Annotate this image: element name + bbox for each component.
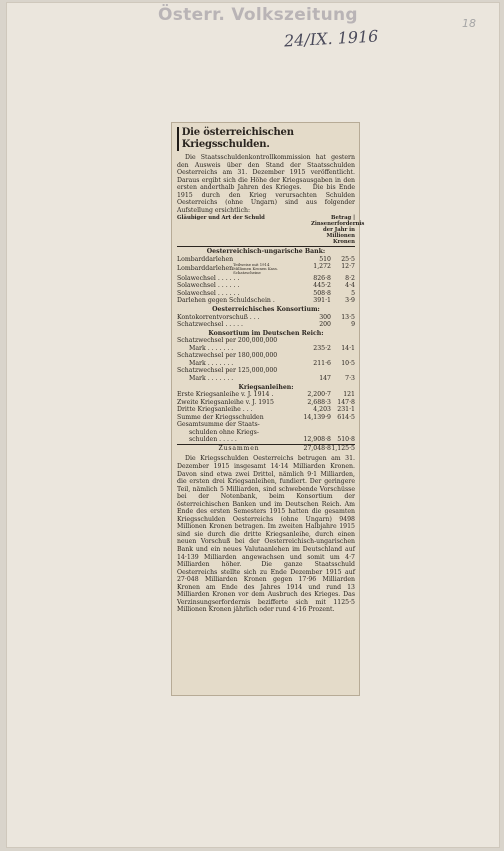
debt-table (172, 248, 359, 444)
row-label-text: Solawechsel . . . . . . (177, 289, 240, 297)
closing-sentence: Am Ende des ersten Semesters 1915 hatten die gesamten Kriegsschulden Oesterreichs (ohne Ungarn) 9498 Millionen Kronen betragen. (177, 500, 355, 531)
table-header-right: Betrag | Zinsenerfordernis der Jahr in Millionen Kronen (311, 215, 365, 245)
row-amount: 235·2 (313, 344, 331, 352)
row-label (177, 321, 301, 329)
row-label-text: Kontokorrentvorschuß . . . (177, 313, 260, 321)
intro-line: Staatsschulden Oesterreichs am 31. Dezember 1915 veröffentlicht. Daraus ergibt (177, 161, 355, 184)
row-label-text: Lombarddarlehen (177, 265, 234, 273)
row-note: Teilweise mit 1914 Millionen Kronen Kass. Schatzscheine (233, 262, 279, 276)
table-row (177, 436, 355, 444)
newspaper-stamp: Österr. Volkszeitung (158, 5, 358, 25)
row-amount (301, 429, 331, 437)
total-amount: 27,048·8 (303, 444, 331, 452)
row-interest: 147·8 (337, 398, 355, 406)
table-row (177, 367, 355, 375)
row-label-text: Gesamtsumme der Staats- (177, 421, 260, 429)
row-amount (301, 421, 331, 429)
table-section-title: Kriegsanleihen: (238, 383, 294, 391)
row-label-text: Summe der Kriegsschulden (177, 413, 264, 421)
row-label (177, 414, 301, 422)
row-label-text: Schatzwechsel . . . . . (177, 321, 244, 329)
row-interest: 8·2 (345, 274, 355, 282)
table-row (177, 414, 355, 422)
row-label (177, 263, 301, 274)
intro-line: sind aus folgender Aufstellung ersichtlich: (177, 199, 355, 214)
intro-line: Die bis Ende 1915 durch den Krieg verursachten Schulden Oesterreichs (ohne Ungarn) (177, 184, 355, 207)
row-label-text: schulden ohne Kriegs- (189, 428, 259, 436)
table-section-title: Konsortium im Deutschen Reich: (208, 329, 324, 337)
archive-sheet (6, 2, 500, 848)
row-label-text: Zweite Kriegsanleihe v. J. 1915 (177, 398, 274, 406)
row-label-text: Erste Kriegsanleihe v. J. 1914 . (177, 391, 274, 399)
row-label-text: Mark . . . . . . . (189, 344, 234, 352)
row-label (177, 436, 301, 444)
row-interest: 3·9 (345, 297, 355, 305)
row-amount: 445·2 (313, 282, 331, 290)
closing-sentence: Im zweiten Halbjahre 1915 sind sie durch die dritte Kriegsanleihe, durch einen neuen Vorschuß bei der Oesterreichisch-ungarischen Bank und ein neues Valutaanlehen im Deutschland auf 14·139 Milliarden angewachsen und somit um 4·7 Milliarden höher. (177, 523, 355, 569)
row-label-text: Mark . . . . . . . (189, 374, 234, 382)
row-label-text: Darlehen gegen Schuldschein . (177, 297, 275, 305)
closing-paragraph (177, 455, 355, 613)
row-label (177, 399, 301, 407)
table-row (177, 352, 355, 360)
table-row (177, 337, 355, 345)
row-amount: 1,272 (313, 263, 331, 271)
row-interest: 10·5 (341, 359, 355, 367)
row-label-text: Schatzwechsel per 125,000,000 (177, 367, 278, 375)
table-row (177, 345, 355, 353)
row-label (177, 406, 301, 414)
headline-block (177, 127, 355, 151)
row-amount: 12,908·8 (303, 436, 331, 444)
row-interest: 121 (343, 391, 355, 399)
row-label-text: schulden . . . . . (189, 436, 237, 444)
row-label-text: Lombarddarlehen (177, 255, 234, 263)
row-amount: 300 (319, 313, 331, 321)
row-interest (331, 337, 355, 345)
row-interest: 14·1 (341, 344, 355, 352)
row-label (177, 297, 301, 305)
row-amount: 510 (319, 255, 331, 263)
table-section-title: Oesterreichisch-ungarische Bank: (206, 248, 326, 256)
row-amount: 147 (319, 374, 331, 382)
closing-sentence: Davon sind etwa zwei Drittel, nämlich 9·1 Milliarden, die ersten drei Kriegsanleihen, fundiert. (177, 470, 355, 486)
row-amount: 508·8 (313, 289, 331, 297)
table-header (177, 215, 365, 245)
closing-sentence: Die ganze Staatsschuld Oesterreichs stellte sich zu Ende Dezember 1915 auf 27·048 Milliarden Kronen gegen 17·96 Milliarden Kronen am Ende des Jahres 1914 und rund 13 Milliarden Kronen vor dem Ausbruch des Krieges. (177, 561, 355, 599)
table-row (177, 429, 355, 437)
total-row (177, 444, 355, 453)
intro-line: sich die Höhe der Kriegsausgaben in den ersten anderthalb Jahren des Krieges. (177, 176, 355, 192)
table-section-title: Oesterreichisches Konsortium: (212, 306, 320, 314)
row-label-text: Dritte Kriegsanleihe . . . (177, 406, 253, 414)
row-interest: 13·5 (341, 313, 355, 321)
row-amount: 2,200·7 (307, 391, 331, 399)
row-interest: 4·4 (345, 282, 355, 290)
row-interest: 12·7 (341, 263, 355, 271)
headline-bar (177, 127, 179, 151)
row-label (177, 375, 301, 383)
table-row (177, 391, 355, 399)
row-interest: 9 (351, 321, 355, 329)
row-interest: 231·1 (337, 406, 355, 414)
row-amount: 14,139·9 (303, 413, 331, 421)
row-label (177, 290, 301, 298)
row-label (177, 337, 301, 345)
pencil-page-number: 18 (462, 17, 476, 30)
row-label-text: Solawechsel . . . . . . (177, 282, 240, 290)
table-row (177, 406, 355, 414)
row-label (177, 429, 301, 437)
table-row (177, 321, 355, 329)
row-amount: 391·1 (313, 297, 331, 305)
row-label (177, 421, 301, 429)
row-label-text: Solawechsel . . . . . . (177, 274, 240, 282)
row-interest: 7·3 (345, 374, 355, 382)
row-interest (331, 352, 355, 360)
row-label (177, 391, 301, 399)
row-interest (331, 421, 355, 429)
table-row (177, 421, 355, 429)
row-label (177, 352, 301, 360)
intro-line: Die Staatsschuldenkontrollkommission hat gestern den Ausweis über den Stand der (177, 154, 355, 169)
row-amount: 200 (319, 321, 331, 329)
row-interest (331, 367, 355, 375)
table-row (177, 290, 355, 298)
row-interest: 25·5 (341, 255, 355, 263)
row-interest (331, 429, 355, 437)
row-label (177, 367, 301, 375)
row-interest: 5 (351, 289, 355, 297)
total-label: Zusammen (218, 444, 260, 452)
table-row (177, 360, 355, 368)
row-label-text: Schatzwechsel per 200,000,000 (177, 337, 278, 345)
row-amount (301, 352, 331, 360)
table-row (177, 297, 355, 305)
row-amount (301, 337, 331, 345)
table-row (177, 375, 355, 383)
table-row (177, 314, 355, 322)
row-amount: 211·6 (313, 359, 331, 367)
row-label (177, 314, 301, 322)
table-header-left: Gläubiger und Art der Schuld (177, 215, 265, 222)
row-label-text: Schatzwechsel per 180,000,000 (177, 352, 278, 360)
intro-paragraph (177, 154, 355, 214)
table-row (177, 263, 355, 274)
row-label (177, 345, 301, 353)
total-interest: 1,125·5 (331, 444, 355, 452)
closing-sentence: Das Verzinsungserfordernis bezifferte sich mit 1125·5 Millionen Kronen jährlich oder rund 4·16 Prozent. (177, 591, 355, 614)
row-interest: 614·5 (337, 413, 355, 421)
newspaper-clipping (172, 123, 365, 695)
row-amount: 2,688·3 (307, 398, 331, 406)
row-amount: 4,203 (313, 406, 331, 414)
row-label (177, 282, 301, 290)
row-amount (301, 367, 331, 375)
row-label-text: Mark . . . . . . . (189, 359, 234, 367)
row-label (177, 360, 301, 368)
row-interest: 510·8 (337, 436, 355, 444)
headline: Die österreichischen Kriegsschulden. (181, 127, 294, 150)
row-amount: 826·8 (313, 274, 331, 282)
table-rule (177, 246, 355, 247)
row-label (177, 275, 301, 283)
table-row (177, 275, 355, 283)
table-row (177, 282, 355, 290)
handwritten-date: 24/IX. 1916 (283, 26, 379, 51)
table-row (177, 399, 355, 407)
closing-sentence: Der geringere Teil, nämlich 5 Milliarden, sind schwebende Vorschüsse bei der Notenbank, beim Konsortium der österreichischen Banken und im Deutschen Reich. (177, 478, 355, 508)
closing-sentence: Die Kriegsschulden Oesterreichs betrugen am 31. Dezember 1915 insgesamt 14·14 Milliarden Kronen. (177, 455, 355, 470)
